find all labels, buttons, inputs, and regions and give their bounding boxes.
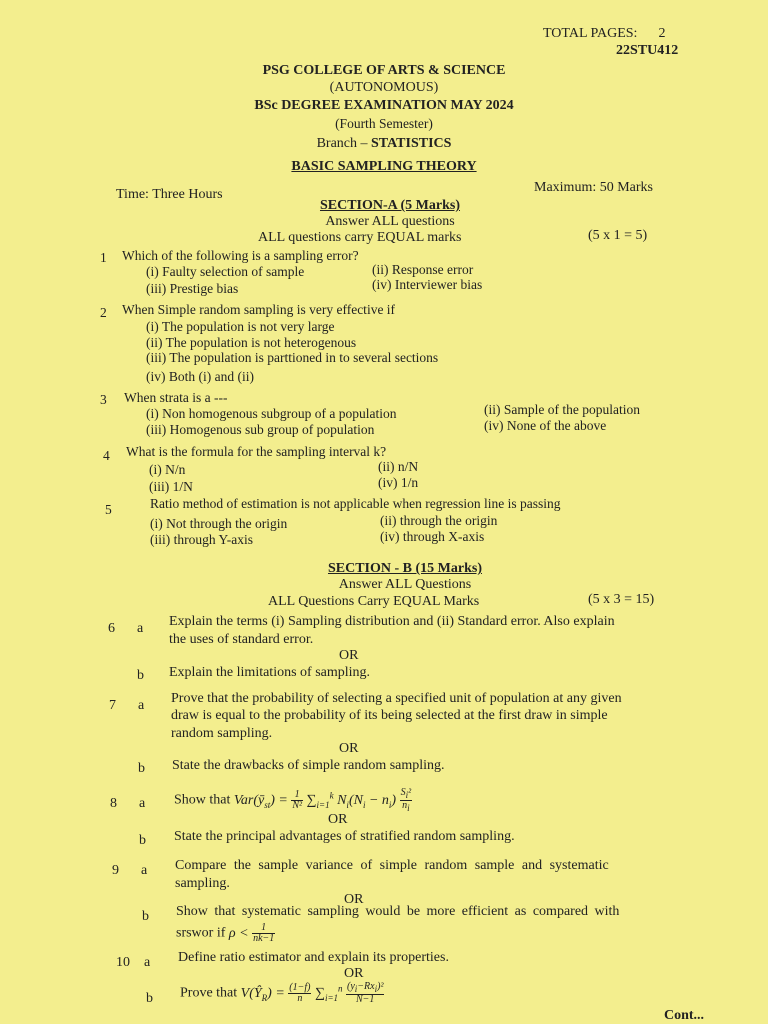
question-text: State the principal advantages of stratified random sampling. [174, 829, 515, 844]
branch-line [0, 136, 768, 152]
question-number: 10 [116, 955, 130, 970]
question-option: (iii) Prestige bias [146, 281, 239, 296]
part-label: b [146, 991, 153, 1006]
question-formula [180, 982, 384, 1005]
formula-prefix: srswor if [176, 925, 226, 941]
question-option: (iv) Interviewer bias [372, 277, 483, 292]
ratio-variance-formula: $V(Ŷ_R)$ = $\frac{(1-f)}{n}$ $\sum_{i=1}^n$ $\frac{(y_i-Rx_i)^2}{N-1}$ [240, 981, 384, 1005]
max-marks-label: Maximum: 50 Marks [534, 180, 653, 195]
question-option: (iv) 1/n [378, 475, 419, 490]
or-separator: OR [344, 966, 364, 981]
question-text: the uses of standard error. [169, 632, 314, 647]
section-a-marks: (5 x 1 = 5) [588, 228, 648, 243]
question-text: Explain the terms (i) Sampling distribution and (ii) Standard error. Also explain [169, 614, 615, 629]
question-option: (i) Non homogenous subgroup of a population [146, 406, 397, 421]
semester-label: (Fourth Semester) [335, 116, 433, 131]
question-option: (ii) through the origin [380, 513, 498, 528]
section-b-instruction-2: ALL Questions Carry EQUAL Marks [268, 594, 480, 609]
continued-label: Cont... [664, 1008, 705, 1023]
question-text: Ratio method of estimation is not applicable when regression line is passing [150, 496, 561, 511]
question-option: (i) Not through the origin [150, 516, 288, 531]
question-text: random sampling. [171, 726, 273, 741]
question-text: When Simple random sampling is very effective if [122, 302, 396, 317]
branch-name: STATISTICS [371, 136, 452, 151]
question-formula [174, 788, 412, 813]
part-label: a [138, 698, 145, 713]
question-text: Compare the sample variance of simple random sample and systematic [175, 858, 609, 873]
section-b-title: SECTION - B (15 Marks) [327, 561, 482, 576]
question-option: (iv) None of the above [484, 418, 607, 433]
branch-prefix: Branch – [316, 136, 368, 151]
exam-title: BSc DEGREE EXAMINATION MAY 2024 [254, 98, 514, 113]
section-a-instruction-2: ALL questions carry EQUAL marks [258, 230, 462, 245]
question-option: (iii) through Y-axis [150, 532, 253, 547]
question-option: (i) Faulty selection of sample [146, 264, 305, 279]
part-label: b [139, 833, 146, 848]
question-option: (ii) The population is not heterogenous [146, 335, 357, 350]
question-option: (ii) Sample of the population [484, 402, 640, 417]
or-separator: OR [339, 648, 359, 663]
or-separator: OR [328, 812, 348, 827]
question-number: 5 [105, 502, 112, 517]
paper-code: 22STU412 [616, 43, 679, 58]
question-text: State the drawbacks of simple random sampling. [172, 758, 445, 773]
question-number: 4 [103, 448, 110, 463]
question-text: Explain the limitations of sampling. [169, 665, 371, 680]
question-text: When strata is a --- [124, 390, 228, 405]
section-a-instruction-1: Answer ALL questions [325, 214, 455, 229]
question-number: 3 [100, 392, 107, 407]
autonomous-label: (AUTONOMOUS) [329, 80, 439, 95]
question-option: (iv) Both (i) and (ii) [146, 369, 254, 384]
part-label: a [144, 955, 151, 970]
question-option: (i) The population is not very large [146, 319, 335, 334]
question-text: Which of the following is a sampling error? [122, 248, 359, 263]
question-option: (iv) through X-axis [380, 529, 485, 544]
total-pages-value: 2 [658, 26, 666, 41]
question-text: Prove that the probability of selecting a specified unit of population at any given [171, 691, 622, 706]
question-option: (ii) Response error [372, 262, 474, 277]
question-formula [176, 923, 275, 944]
question-text: Define ratio estimator and explain its properties. [178, 950, 449, 965]
question-text: sampling. [175, 876, 230, 891]
part-label: a [139, 796, 146, 811]
question-number: 7 [109, 698, 116, 713]
part-label: a [141, 863, 148, 878]
section-b-instruction-1: Answer ALL Questions [338, 577, 472, 592]
question-option: (i) N/n [149, 462, 186, 477]
question-option: (iii) Homogenous sub group of population [146, 422, 375, 437]
question-option: (ii) n/N [378, 459, 419, 474]
question-text: Show that systematic sampling would be more efficient as compared with [176, 904, 620, 919]
total-pages [543, 26, 665, 42]
part-label: b [138, 761, 145, 776]
paper-title: BASIC SAMPLING THEORY [291, 159, 477, 174]
question-number: 8 [110, 796, 117, 811]
section-a-title: SECTION-A (5 Marks) [319, 198, 460, 213]
question-text: draw is equal to the probability of its being selected at the first draw in simple [171, 708, 608, 723]
question-text: What is the formula for the sampling interval k? [126, 444, 387, 459]
formula-prefix: Prove that [180, 985, 238, 1001]
question-option: (iii) 1/N [149, 479, 193, 494]
question-number: 9 [112, 863, 119, 878]
part-label: b [137, 668, 144, 683]
question-option: (iii) The population is parttioned in to several sections [146, 350, 439, 365]
variance-formula: $Var(ȳ_{st})$ = $\frac{1}{\text{N²}}$ $\sum_{i=1}^k$ $N_i(N_i - n_i)$ $\frac{S_i^2}{n_i}$ [233, 787, 412, 813]
formula-prefix: Show that [174, 792, 231, 808]
rho-condition-formula: ρ < $\frac{1}{nk-1}$ [228, 922, 275, 944]
time-label: Time: Three Hours [116, 187, 223, 202]
or-separator: OR [344, 892, 364, 907]
or-separator: OR [339, 741, 359, 756]
part-label: b [142, 909, 149, 924]
total-pages-label: TOTAL PAGES: [543, 26, 638, 41]
part-label: a [137, 621, 144, 636]
section-b-marks: (5 x 3 = 15) [588, 592, 655, 607]
question-number: 2 [100, 305, 107, 320]
question-number: 6 [108, 621, 115, 636]
college-name: PSG COLLEGE OF ARTS & SCIENCE [262, 63, 506, 78]
question-number: 1 [100, 250, 107, 265]
